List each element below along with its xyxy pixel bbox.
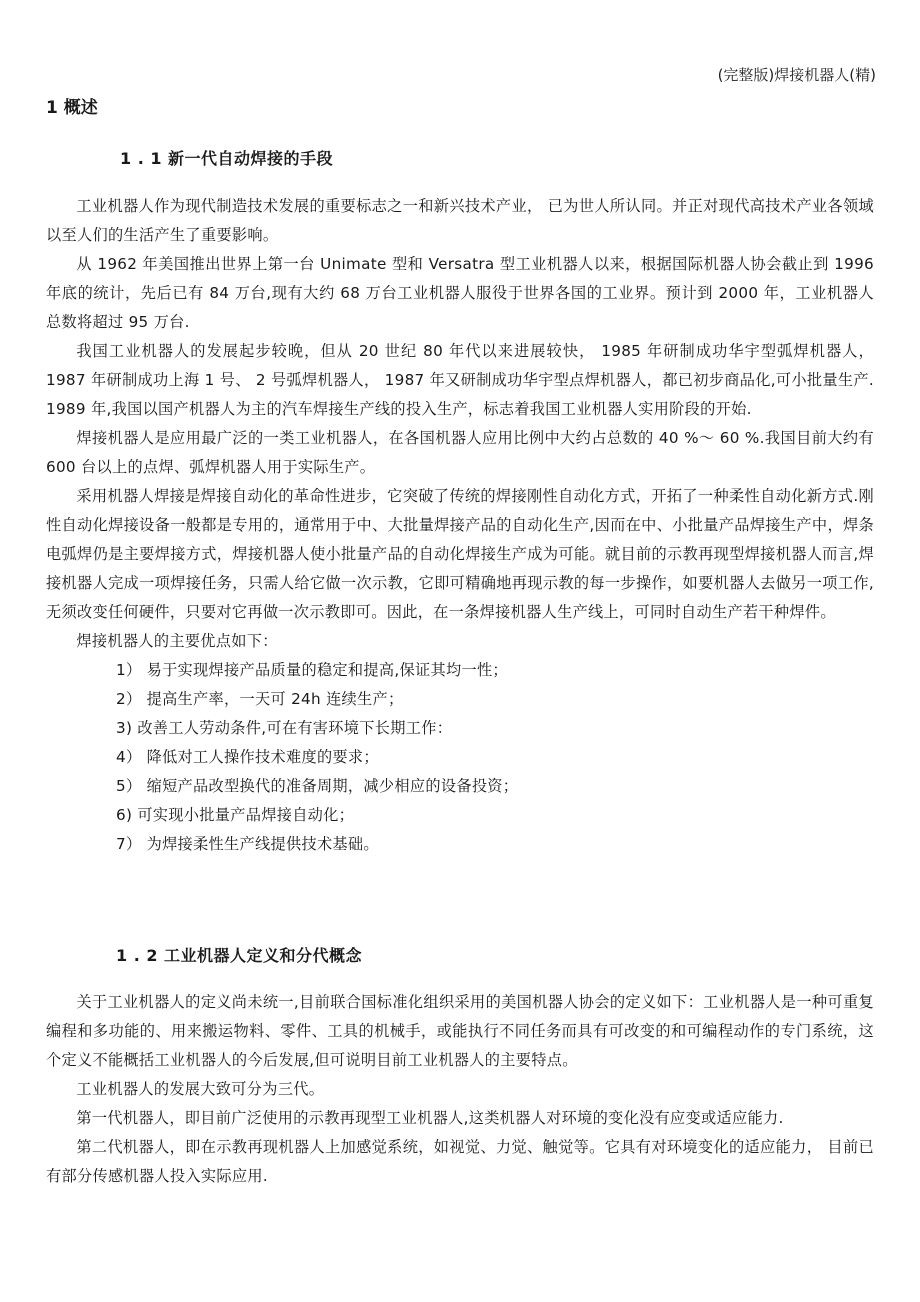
list-item: 4） 降低对工人操作技术难度的要求； xyxy=(116,748,379,766)
subsection-title-1-2: 1 . 2 工业机器人定义和分代概念 xyxy=(116,946,363,965)
paragraph: 第二代机器人，即在示教再现机器人上加感觉系统，如视觉、力觉、触觉等。它具有对环境变化的适应能力， 目前已有部分传感机器人投入实际应用. xyxy=(46,1138,874,1185)
section-title: 1 概述 xyxy=(46,98,98,118)
list-item: 2） 提高生产率，一天可 24h 连续生产； xyxy=(116,690,404,708)
section-1-2-body xyxy=(46,988,874,1191)
section-1-1-body xyxy=(46,192,874,859)
paragraph: 工业机器人的发展大致可分为三代。 xyxy=(76,1080,325,1098)
list-item: 5） 缩短产品改型换代的准备周期，减少相应的设备投资； xyxy=(116,777,519,795)
paragraph: 工业机器人作为现代制造技术发展的重要标志之一和新兴技术产业， 已为世人所认同。并正对现代高技术产业各领域以至人们的生活产生了重要影响。 xyxy=(46,197,874,244)
list-item: 6) 可实现小批量产品焊接自动化； xyxy=(116,806,355,824)
paragraph: 我国工业机器人的发展起步较晚，但从 20 世纪 80 年代以来进展较快， 1985 年研制成功华宇型弧焊机器人， 1987 年研制成功上海 1 号、 2 号弧焊机器人， 1987 年又研制成功华宇型点焊机器人，都已初步商品化,可小批量生产. 1989 年,我国以国产机器人为主的汽车焊接生产线的投入生产，标志着我国工业机器人实用阶段的开始. xyxy=(46,342,874,418)
paragraph: 从 1962 年美国推出世界上第一台 Unimate 型和 Versatra 型工业机器人以来，根据国际机器人协会截止到 1996 年底的统计，先后已有 84 万台,现有大约 68 万台工业机器人服役于世界各国的工业界。预计到 2000 年，工业机器人总数将超过 95 万台. xyxy=(46,255,874,331)
subsection-title-1-1: 1 . 1 新一代自动焊接的手段 xyxy=(120,149,334,168)
advantages-list xyxy=(46,656,874,859)
list-item: 7） 为焊接柔性生产线提供技术基础。 xyxy=(116,835,379,853)
paragraph: 焊接机器人的主要优点如下： xyxy=(76,632,278,650)
list-item: 1） 易于实现焊接产品质量的稳定和提高,保证其均一性； xyxy=(116,661,508,679)
page-header-title: (完整版)焊接机器人(精) xyxy=(717,66,876,84)
paragraph: 关于工业机器人的定义尚未统一,目前联合国标准化组织采用的美国机器人协会的定义如下：工业机器人是一种可重复编程和多功能的、用来搬运物料、零件、工具的机械手，或能执行不同任务而具有可改变的和可编程动作的专门系统，这个定义不能概括工业机器人的今后发展,但可说明目前工业机器人的主要特点。 xyxy=(46,993,874,1069)
list-item: 3) 改善工人劳动条件,可在有害环境下长期工作： xyxy=(116,719,453,737)
paragraph: 采用机器人焊接是焊接自动化的革命性进步，它突破了传统的焊接刚性自动化方式，开拓了一种柔性自动化新方式.刚性自动化焊接设备一般都是专用的，通常用于中、大批量焊接产品的自动化生产,因而在中、小批量产品焊接生产中，焊条电弧焊仍是主要焊接方式，焊接机器人使小批量产品的自动化焊接生产成为可能。就目前的示教再现型焊接机器人而言,焊接机器人完成一项焊接任务，只需人给它做一次示教，它即可精确地再现示教的每一步操作，如要机器人去做另一项工作,无须改变任何硬件，只要对它再做一次示教即可。因此，在一条焊接机器人生产线上，可同时自动生产若干种焊件。 xyxy=(46,487,874,621)
paragraph: 焊接机器人是应用最广泛的一类工业机器人，在各国机器人应用比例中大约占总数的 40 %～ 60 %.我国目前大约有 600 台以上的点焊、弧焊机器人用于实际生产。 xyxy=(46,429,874,476)
paragraph: 第一代机器人，即目前广泛使用的示教再现型工业机器人,这类机器人对环境的变化没有应变或适应能力. xyxy=(76,1109,784,1127)
